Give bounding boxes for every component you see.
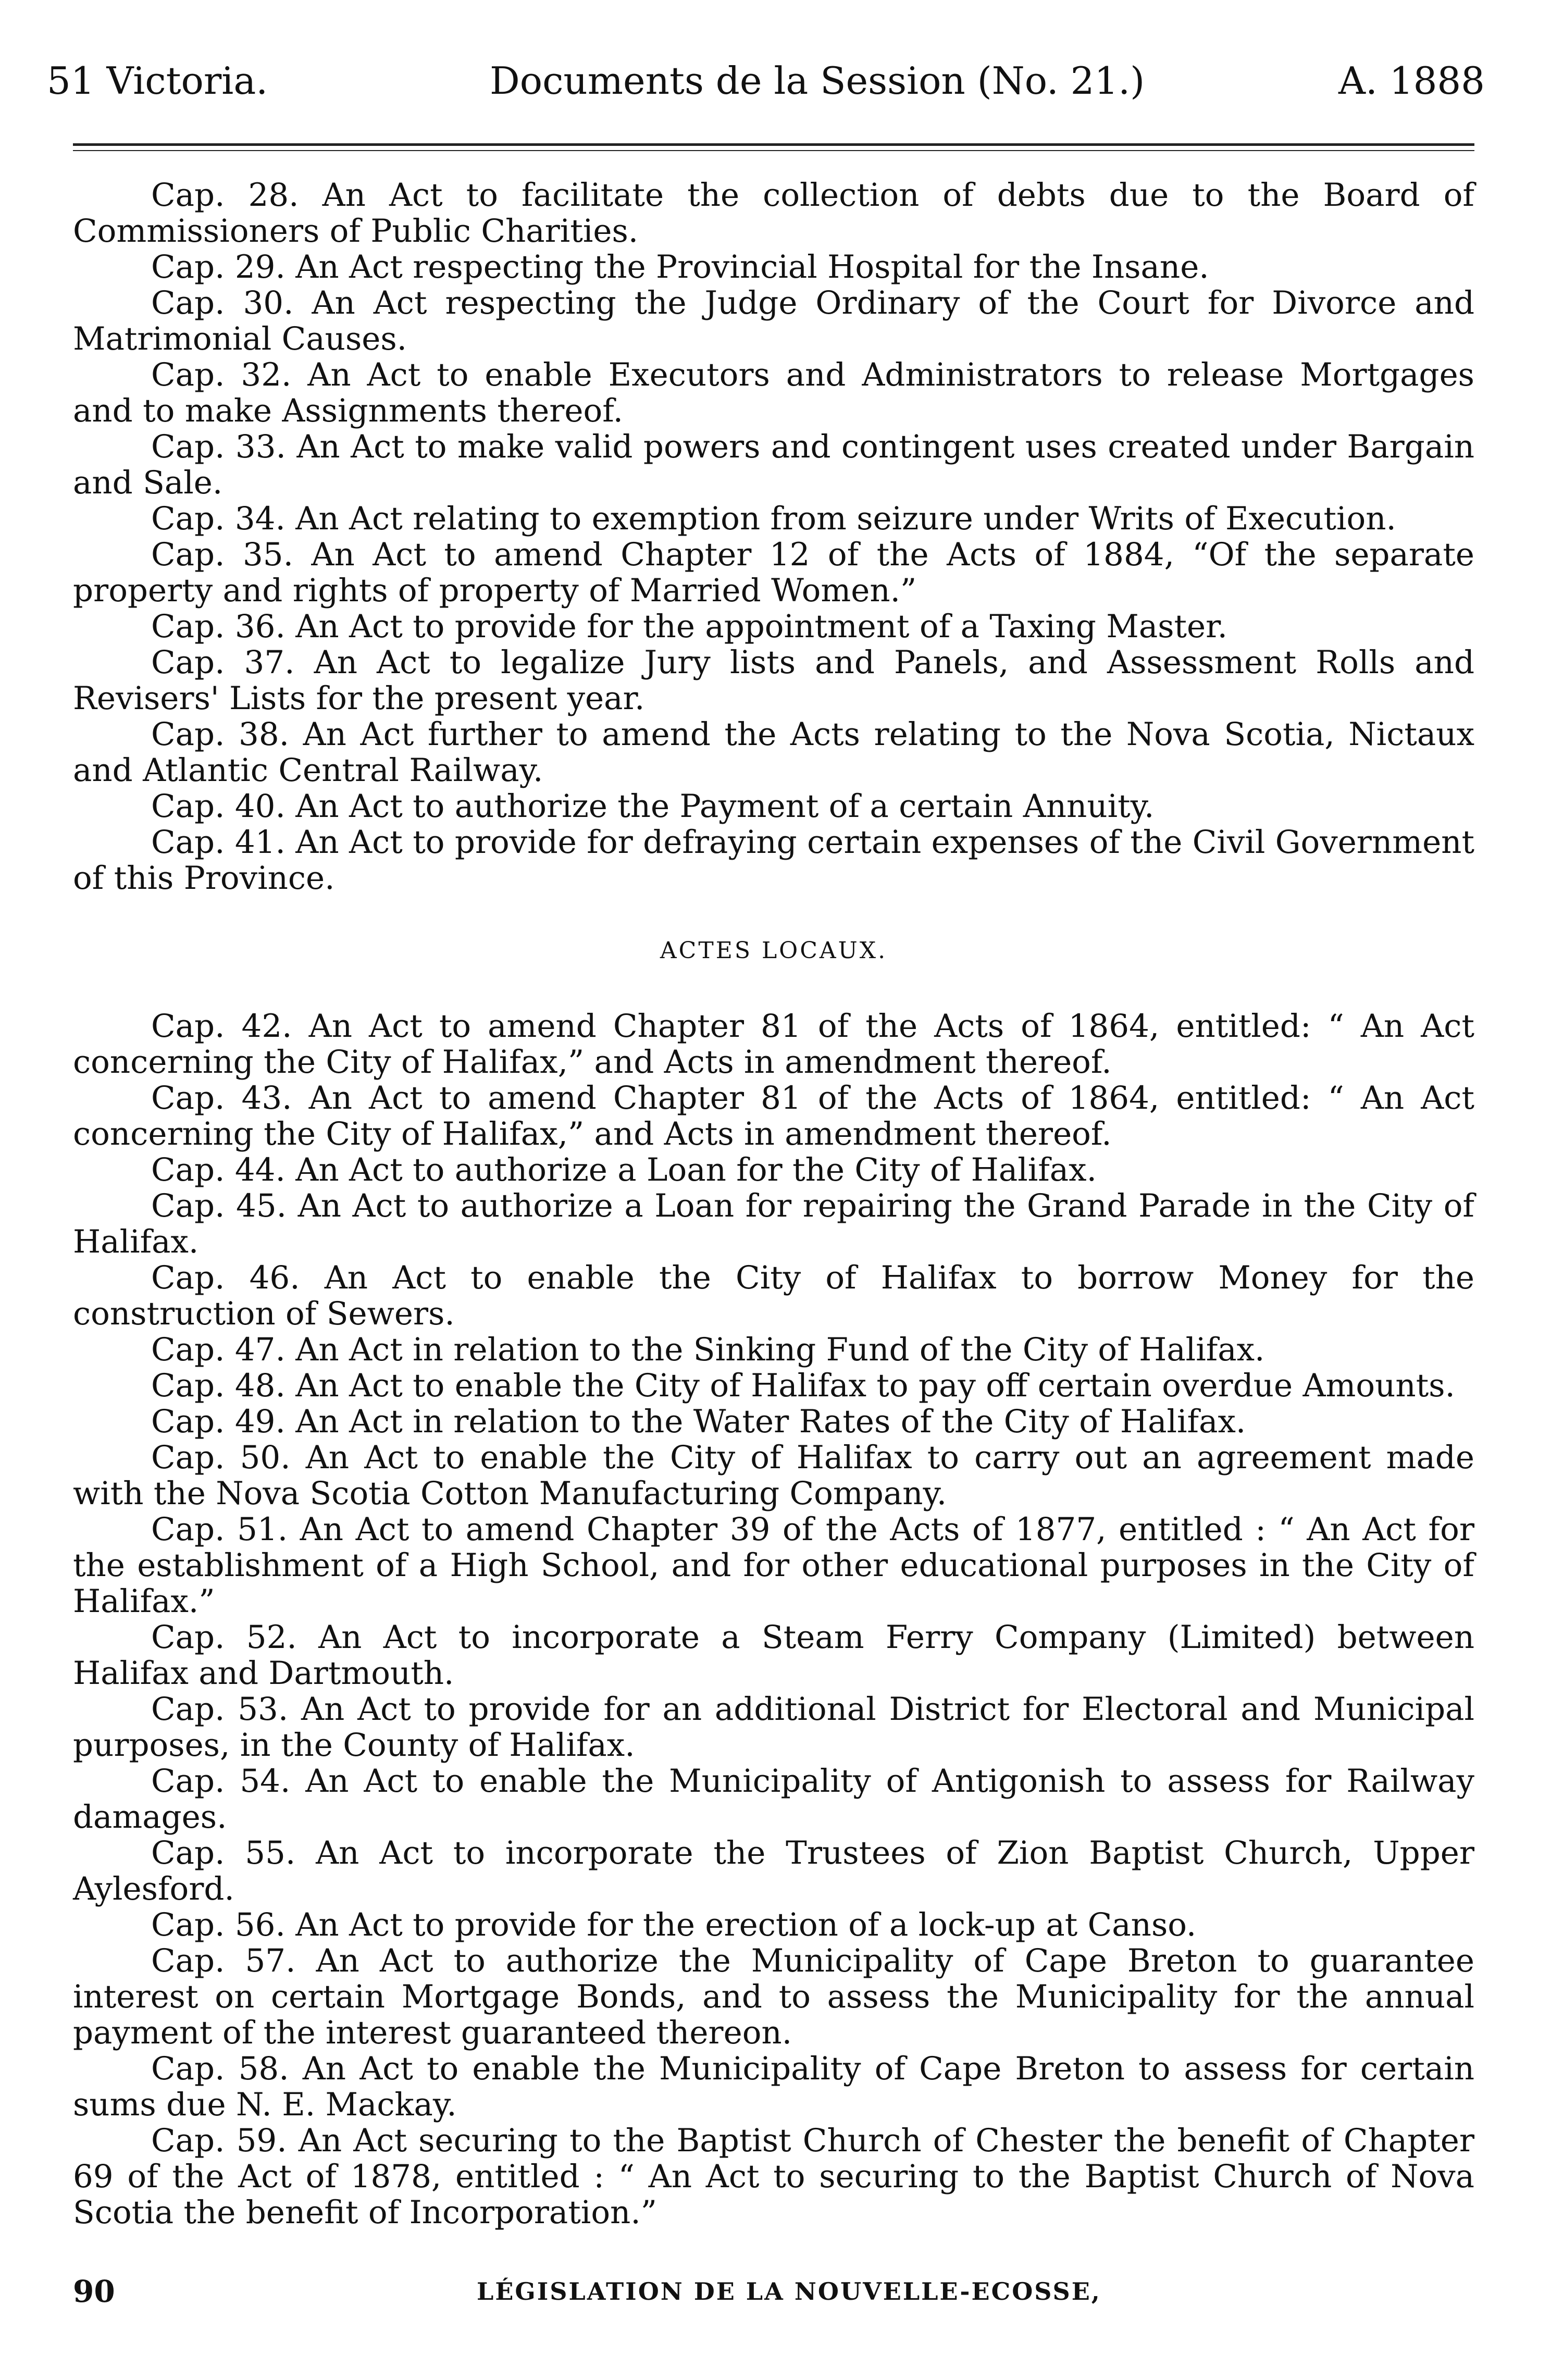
act-entry: Cap. 57. An Act to authorize the Municipality of Cape Breton to guarantee interest on certain Mortgage Bonds, and to assess the Municipality for the annual payment of the interest guaranteed thereon. — [73, 1942, 1474, 2051]
act-entry: Cap. 50. An Act to enable the City of Halifax to carry out an agreement made with the Nova Scotia Cotton Manufacturing Company. — [73, 1439, 1474, 1512]
act-entry: Cap. 49. An Act in relation to the Water Rates of the City of Halifax. — [151, 1403, 1246, 1440]
document-body — [73, 177, 1474, 2230]
act-entry: Cap. 46. An Act to enable the City of Halifax to borrow Money for the construction of Sewers. — [73, 1259, 1474, 1332]
general-acts-list — [73, 177, 1474, 896]
header-title: Documents de la Session (No. 21.) — [490, 59, 1145, 103]
act-entry: Cap. 33. An Act to make valid powers and contingent uses created under Bargain and Sale. — [73, 428, 1474, 501]
act-entry: Cap. 41. An Act to provide for defraying certain expenses of the Civil Government of this Province. — [73, 824, 1474, 897]
act-entry: Cap. 42. An Act to amend Chapter 81 of the Acts of 1864, entitled: “ An Act concerning the City of Halifax,” and Acts in amendment thereof. — [73, 1008, 1474, 1081]
act-entry: Cap. 56. An Act to provide for the erection of a lock-up at Canso. — [151, 1906, 1197, 1943]
act-entry: Cap. 40. An Act to authorize the Payment of a certain Annuity. — [151, 788, 1155, 825]
act-entry: Cap. 52. An Act to incorporate a Steam Ferry Company (Limited) between Halifax and Dartmouth. — [73, 1619, 1474, 1692]
act-entry: Cap. 34. An Act relating to exemption from seizure under Writs of Execution. — [151, 500, 1396, 537]
act-entry: Cap. 59. An Act securing to the Baptist Church of Chester the benefit of Chapter 69 of the Act of 1878, entitled : “ An Act to securing to the Baptist Church of Nova Scotia the benefit of Incorporation.” — [73, 2122, 1474, 2231]
running-header — [47, 52, 1485, 109]
act-entry: Cap. 47. An Act in relation to the Sinking Fund of the City of Halifax. — [151, 1331, 1265, 1368]
header-year: A. 1888 — [1338, 59, 1485, 103]
page-footer — [73, 2271, 1474, 2312]
footer-title: LÉGISLATION DE LA NOUVELLE-ECOSSE, — [477, 2277, 1101, 2305]
act-entry: Cap. 58. An Act to enable the Municipality of Cape Breton to assess for certain sums due N. E. Mackay. — [73, 2050, 1474, 2123]
act-entry: Cap. 30. An Act respecting the Judge Ordinary of the Court for Divorce and Matrimonial Causes. — [73, 284, 1474, 357]
act-entry: Cap. 55. An Act to incorporate the Trustees of Zion Baptist Church, Upper Aylesford. — [73, 1834, 1474, 1907]
act-entry: Cap. 48. An Act to enable the City of Halifax to pay off certain overdue Amounts. — [151, 1367, 1455, 1404]
section-heading-local-acts: ACTES LOCAUX. — [660, 937, 888, 964]
act-entry: Cap. 44. An Act to authorize a Loan for the City of Halifax. — [151, 1151, 1097, 1188]
act-entry: Cap. 32. An Act to enable Executors and Administrators to release Mortgages and to make Assignments thereof. — [73, 356, 1474, 429]
local-acts-list — [73, 1008, 1474, 2230]
act-entry: Cap. 53. An Act to provide for an additional District for Electoral and Municipal purposes, in the County of Halifax. — [73, 1691, 1474, 1764]
act-entry: Cap. 45. An Act to authorize a Loan for repairing the Grand Parade in the City of Halifax. — [73, 1187, 1474, 1260]
act-entry: Cap. 36. An Act to provide for the appointment of a Taxing Master. — [151, 608, 1227, 645]
act-entry: Cap. 54. An Act to enable the Municipality of Antigonish to assess for Railway damages. — [73, 1763, 1474, 1836]
page-number: 90 — [73, 2274, 115, 2309]
act-entry: Cap. 51. An Act to amend Chapter 39 of the Acts of 1877, entitled : “ An Act for the establishment of a High School, and for other educational purposes in the City of Halifax.” — [73, 1511, 1474, 1620]
header-volume: 51 Victoria. — [47, 59, 268, 103]
act-entry: Cap. 37. An Act to legalize Jury lists and Panels, and Assessment Rolls and Revisers' Lists for the present year. — [73, 644, 1474, 717]
act-entry: Cap. 35. An Act to amend Chapter 12 of the Acts of 1884, “Of the separate property and rights of property of Married Women.” — [73, 536, 1474, 609]
header-rule — [73, 143, 1474, 146]
act-entry: Cap. 43. An Act to amend Chapter 81 of the Acts of 1864, entitled: “ An Act concerning the City of Halifax,” and Acts in amendment thereof. — [73, 1080, 1474, 1152]
act-entry: Cap. 28. An Act to facilitate the collection of debts due to the Board of Commissioners of Public Charities. — [73, 177, 1474, 250]
act-entry: Cap. 38. An Act further to amend the Acts relating to the Nova Scotia, Nictaux and Atlantic Central Railway. — [73, 716, 1474, 789]
act-entry: Cap. 29. An Act respecting the Provincial Hospital for the Insane. — [151, 249, 1209, 286]
